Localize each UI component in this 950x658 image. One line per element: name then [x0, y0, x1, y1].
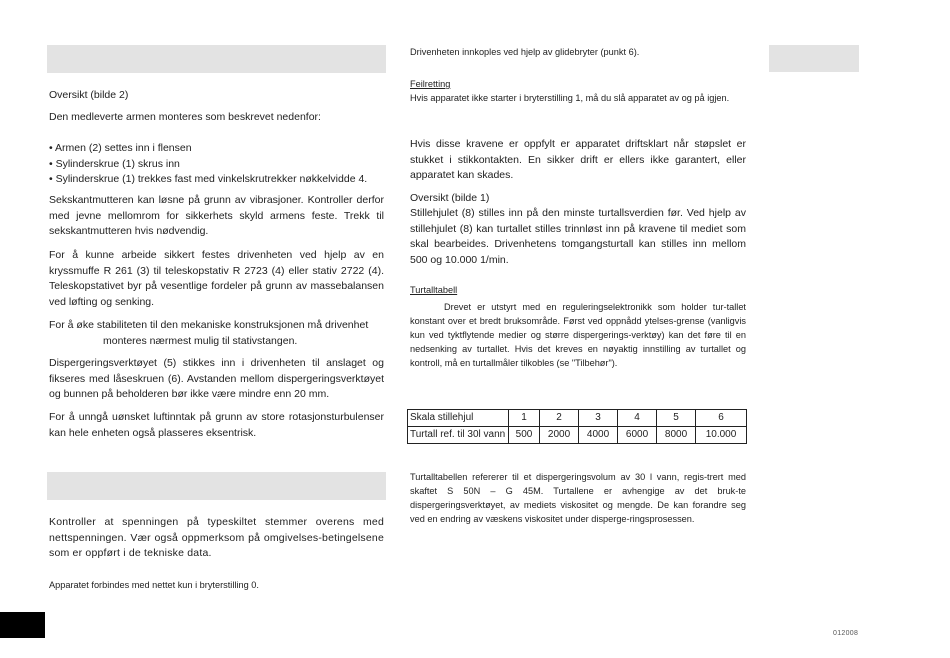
- table-cell: 4: [618, 410, 657, 427]
- switch-note: Drivenheten innkoples ved hjelp av glidebryter (punkt 6).: [410, 47, 640, 57]
- table-cell: 3: [579, 410, 618, 427]
- document-code: 012008: [833, 630, 859, 637]
- table-cell: 8000: [657, 427, 696, 444]
- stability-line-2: monteres nærmest mulig til stativstangen.: [103, 334, 298, 347]
- intro-text: Den medleverte armen monteres som beskrevet nedenfor:: [49, 111, 321, 123]
- table-row: [408, 427, 747, 444]
- stability-line-1: For å øke stabiliteten til den mekaniske konstruksjonen må drivenhet: [49, 319, 369, 331]
- table-cell-label: Skala stillehjul: [408, 410, 509, 427]
- section-header-band-right: [769, 45, 859, 72]
- section-header-band-2: [47, 472, 386, 500]
- overview-text-right: Stillehjulet (8) stilles inn på den minste turtallsverdien før. Ved hjelp av stillehjulet (8) kan turtallet stilles trinnløst inn på kravene til mediet som skal bearbeides. Drivenhetens tomgangsturtall kan stilles inn mellom 500 og 10.000 1/min.: [410, 207, 746, 266]
- table-cell-label: Turtall ref. til 30l vann: [408, 427, 509, 444]
- para-mounting: For å kunne arbeide sikkert festes drivenheten ved hjelp av en kryssmuffe R 261 (3) til teleskopstativ R 2723 (4) eller stativ 2722 (4). Teleskopstativet byr på vesentlige fordeler på grunn av massebalansen ved løfting og senking.: [49, 249, 384, 308]
- table-cell: 2: [540, 410, 579, 427]
- table-cell: 10.000: [696, 427, 747, 444]
- ready-text: Hvis disse kravene er oppfylt er apparatet driftsklart når støpslet er stukket i stikkontakten. En sikker drift er ellers ikke garantert, eller apparatet kan skades.: [410, 138, 746, 181]
- table-cell: 6000: [618, 427, 657, 444]
- para-connect: Apparatet forbindes med nettet kun i bryterstilling 0.: [49, 580, 259, 590]
- speed-text: Drevet er utstyrt med en reguleringselektronikk som holder tur-tallet konstant over et bredt bruksområde. Først ved oppnådd ytelses-grense (vanligvis kun ved tyktflytende medier og større dispergerings-verktøy) kan det føre til en nedsenking av turtallet. Hvis det kreves en nøyaktig innstilling av turtallet og kontroll, må en turtallmåler tilkobles (se "Tilbehør").: [410, 302, 746, 368]
- overview-title-right: Oversikt (bilde 1): [410, 192, 490, 204]
- para-air: For å unngå uønsket luftinntak på grunn av store rotasjonsturbulenser kan hele enheten også plasseres eksentrisk.: [49, 411, 384, 439]
- table-row: [408, 410, 747, 427]
- table-cell: 6: [696, 410, 747, 427]
- overview-title-left: Oversikt (bilde 2): [49, 89, 129, 101]
- para-hex-nut: Sekskantmutteren kan løsne på grunn av vibrasjoner. Kontroller derfor med jevne mellomrom for sikkerhets skyld armens feste. Trekk til sekskantmutteren hvis nødvendig.: [49, 194, 384, 237]
- section-header-band-1: [47, 45, 386, 73]
- para-voltage: Kontroller at spenningen på typeskiltet stemmer overens med nettspenningen. Vær også oppmerksom på omgivelses-betingelsene som er oppført i de tekniske data.: [49, 516, 384, 559]
- para-stability: [49, 318, 384, 349]
- table-cell: 1: [509, 410, 540, 427]
- table-cell: 2000: [540, 427, 579, 444]
- troubleshoot-title: Feilretting: [410, 79, 451, 89]
- page-tab-marker: [0, 612, 45, 638]
- table-cell: 500: [509, 427, 540, 444]
- table-cell: 4000: [579, 427, 618, 444]
- bullet-item: • Armen (2) settes inn i flensen: [49, 142, 192, 154]
- bullet-item: • Sylinderskrue (1) skrus inn: [49, 157, 180, 170]
- speed-table-title: Turtalltabell: [410, 285, 458, 295]
- bullet-item: • Sylinderskrue (1) trekkes fast med vinkelskrutrekker nøkkelvidde 4.: [49, 173, 368, 185]
- troubleshoot-text: Hvis apparatet ikke starter i bryterstilling 1, må du slå apparatet av og på igjen.: [410, 93, 730, 103]
- bullet-list: [49, 141, 367, 188]
- table-cell: 5: [657, 410, 696, 427]
- para-tool: Dispergeringsverktøyet (5) stikkes inn i drivenheten til anslaget og fikseres med låseskruen (6). Avstanden mellom dispergeringsverktøyet og bunnen på beholderen bør ikke være mindre enn 20 mm.: [49, 357, 384, 400]
- table-note: Turtalltabellen refererer til et dispergeringsvolum av 30 l vann, regis-trert med skaftet S 50N – G 45M. Turtallene er avhengige av det bruk-te dispergeringsverktøyet, av mediets viskositet og mengde. De kan forandre seg ved en endring av væskens viskositet under disperge-ringsprosessen.: [410, 472, 746, 524]
- speed-table: [407, 409, 747, 444]
